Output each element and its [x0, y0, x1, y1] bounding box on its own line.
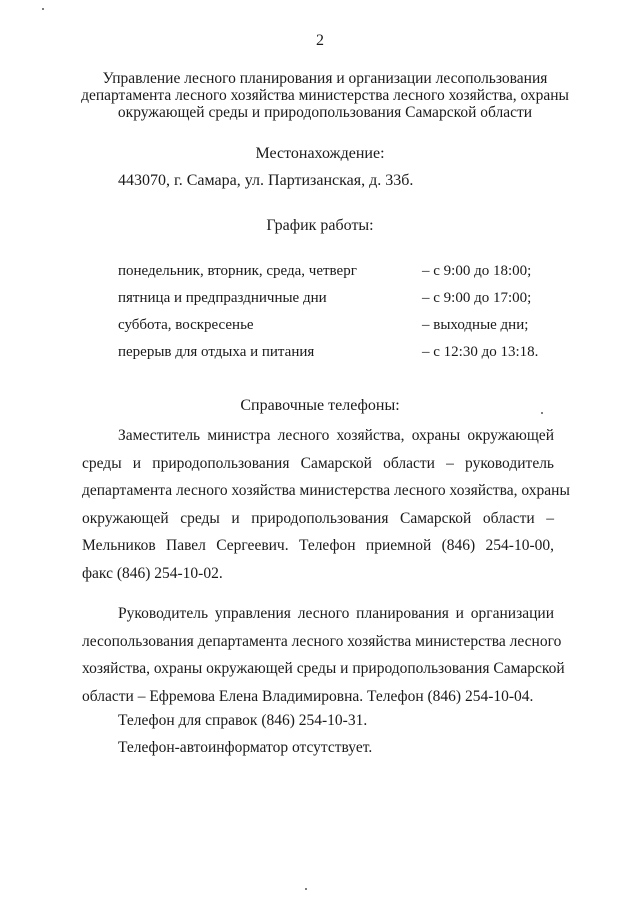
- paragraph-line: среды и природопользования Самарской области – руководитель: [82, 454, 554, 472]
- auto-informer-note: Телефон-автоинформатор отсутствует.: [118, 739, 373, 756]
- paragraph-line: Руководитель управления лесного планирования и организации: [118, 605, 554, 622]
- paragraph-line: факс (846) 254-10-02.: [82, 564, 223, 582]
- location-title: Местонахождение:: [255, 145, 385, 162]
- paragraph-line: хозяйства, охраны окружающей среды и природопользования Самарской: [82, 660, 565, 677]
- department-heading: [60, 70, 590, 121]
- schedule-days: перерыв для отдыха и питания: [118, 344, 315, 360]
- page-number: 2: [316, 32, 324, 49]
- deputy-minister-paragraph: [82, 422, 570, 587]
- scan-speck: [541, 412, 543, 414]
- heading-line: Управление лесного планирования и организации лесопользования: [102, 70, 548, 87]
- schedule-hours: – с 9:00 до 18:00;: [422, 263, 532, 279]
- paragraph-line: области – Ефремова Елена Владимировна. Телефон (846) 254-10-04.: [82, 687, 534, 705]
- paragraph-line: Мельников Павел Сергеевич. Телефон приемной (846) 254-10-00,: [82, 537, 554, 554]
- reference-phone: Телефон для справок (846) 254-10-31.: [118, 712, 368, 729]
- schedule-title: График работы:: [266, 217, 374, 234]
- schedule-row: [118, 261, 548, 288]
- schedule-row: [118, 342, 548, 369]
- address: 443070, г. Самара, ул. Партизанская, д. 33б.: [118, 172, 414, 189]
- paragraph-line: Заместитель министра лесного хозяйства, охраны окружающей: [118, 427, 554, 444]
- schedule-row: [118, 315, 548, 342]
- schedule-hours: – с 12:30 до 13:18.: [422, 344, 539, 360]
- scan-speck: [305, 888, 307, 890]
- heading-line: департамента лесного хозяйства министерства лесного хозяйства, охраны: [81, 87, 569, 104]
- schedule-hours: – выходные дни;: [422, 317, 529, 333]
- head-of-department-paragraph: [82, 600, 565, 710]
- paragraph-line: лесопользования департамента лесного хозяйства министерства лесного: [82, 632, 562, 650]
- schedule-table: [118, 261, 548, 369]
- paragraph-line: департамента лесного хозяйства министерства лесного хозяйства, охраны: [82, 482, 570, 499]
- heading-line: окружающей среды и природопользования Самарской области: [117, 104, 533, 121]
- schedule-row: [118, 288, 548, 315]
- schedule-days: суббота, воскресенье: [118, 317, 254, 333]
- schedule-days: понедельник, вторник, среда, четверг: [118, 263, 357, 279]
- scan-speck: [42, 8, 44, 10]
- phones-title: Справочные телефоны:: [240, 397, 400, 414]
- schedule-days: пятница и предпраздничные дни: [118, 290, 327, 306]
- schedule-hours: – с 9:00 до 17:00;: [422, 290, 532, 306]
- paragraph-line: окружающей среды и природопользования Самарской области –: [82, 509, 554, 527]
